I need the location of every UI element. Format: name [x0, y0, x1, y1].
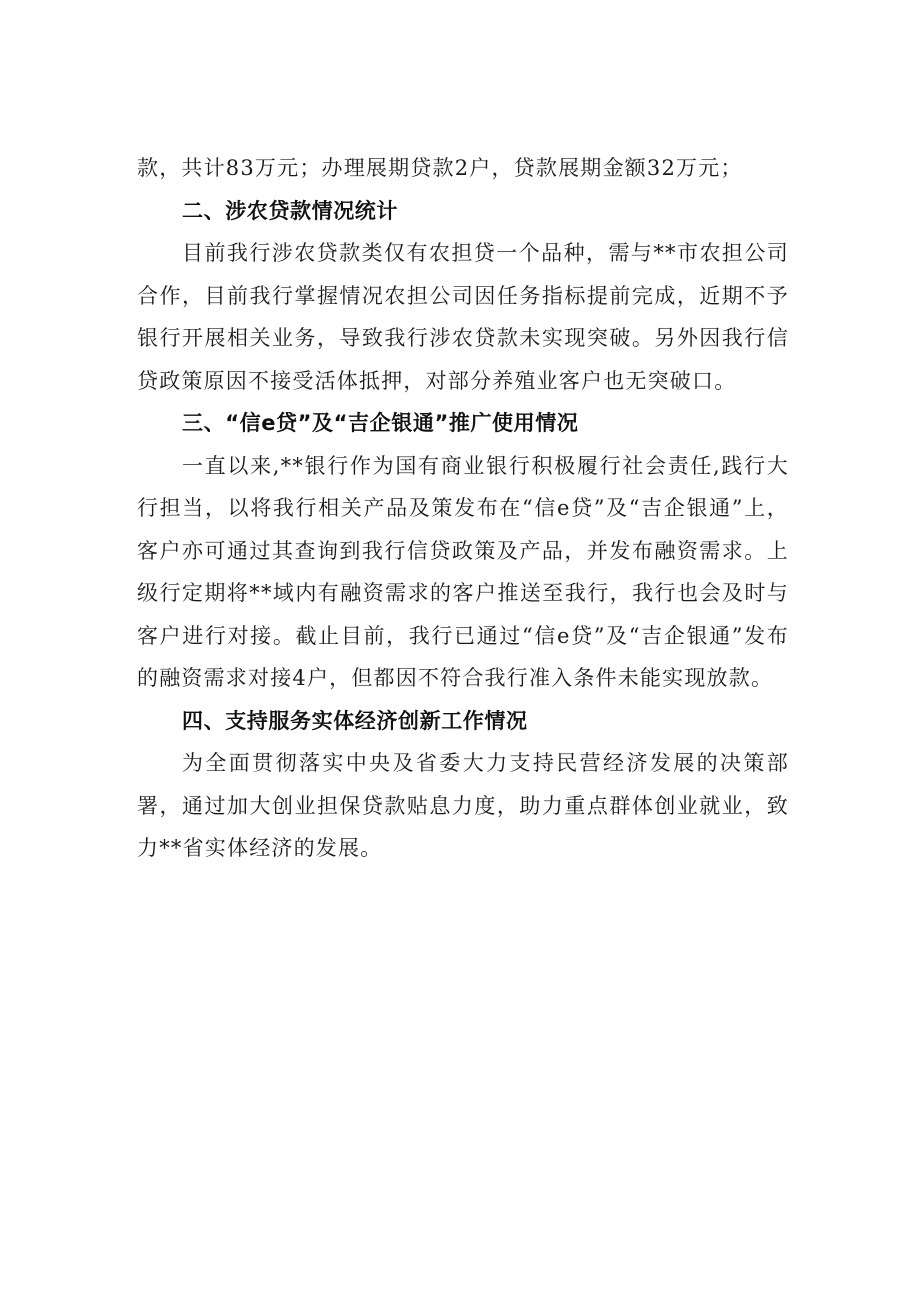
document-body	[137, 147, 789, 870]
paragraph-agricultural-loans: 目前我行涉农贷款类仅有农担贷一个品种，需与**市农担公司合作，目前我行掌握情况农担公司因任务指标提前完成，近期不予银行开展相关业务，导致我行涉农贷款未实现突破。另外因我行信贷政策原因不接受活体抵押，对部分养殖业客户也无突破口。	[137, 241, 789, 393]
paragraph-continuation: 款，共计83万元；办理展期贷款2户，贷款展期金额32万元；	[137, 156, 743, 180]
paragraph-real-economy-support: 为全面贯彻落实中央及省委大力支持民营经济发展的决策部署，通过加大创业担保贷款贴息力度，助力重点群体创业就业，致力**省实体经济的发展。	[137, 751, 789, 860]
paragraph-platform-promotion: 一直以来,**银行作为国有商业银行积极履行社会责任,践行大行担当，以将我行相关产品及策发布在“信e贷”及“吉企银通”上，客户亦可通过其查询到我行信贷政策及产品，并发布融资需求。上级行定期将**域内有融资需求的客户推送至我行，我行也会及时与客户进行对接。截止目前，我行已通过“信e贷”及“吉企银通”发布的融资需求对接4户，但都因不符合我行准入条件未能实现放款。	[137, 453, 789, 690]
section-heading-real-economy-support: 四、支持服务实体经济创新工作情况	[182, 708, 528, 733]
section-heading-platform-promotion: 三、“信e贷”及“吉企银通”推广使用情况	[182, 411, 579, 435]
section-heading-agricultural-loans: 二、涉农贷款情况统计	[182, 198, 398, 223]
